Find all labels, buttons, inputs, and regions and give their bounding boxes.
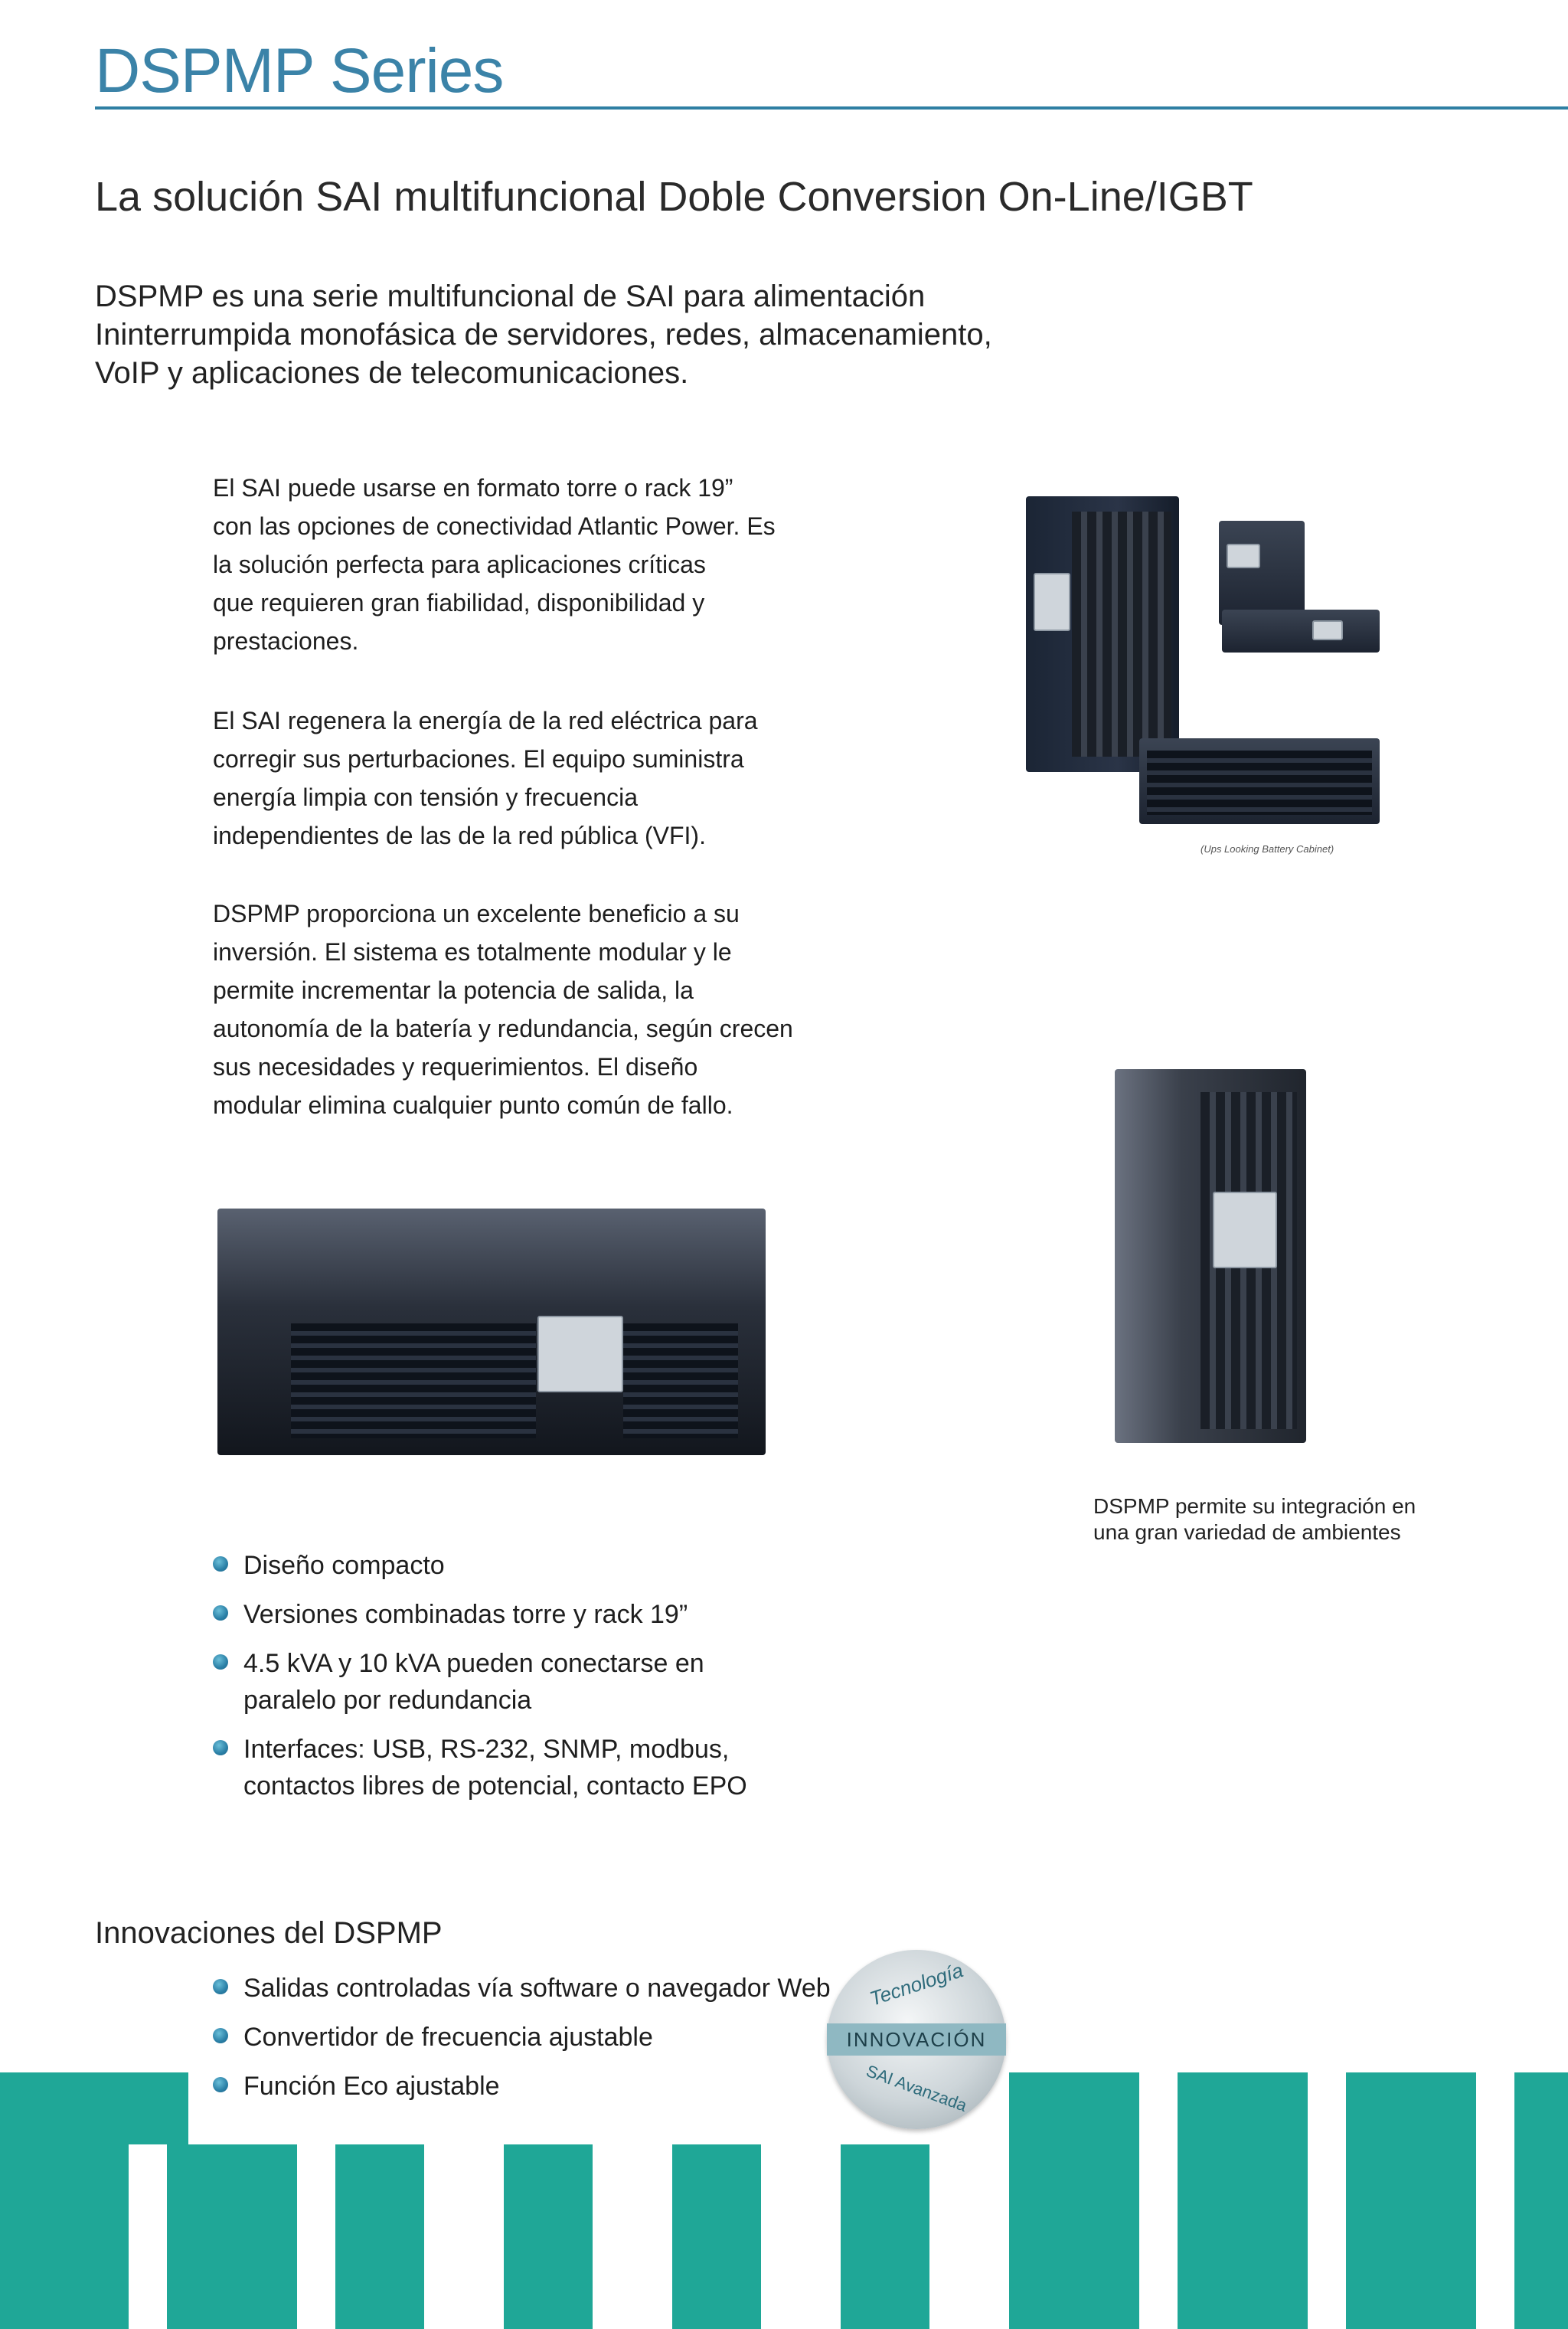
bullet-icon (213, 2077, 228, 2092)
paragraph-line: El SAI puede usarse en formato torre o rack 19” (213, 474, 733, 502)
list-item: Diseño compacto (213, 1547, 902, 1584)
bullet-icon (213, 1605, 228, 1621)
image-caption: (Ups Looking Battery Cabinet) (1200, 843, 1334, 855)
features-list (213, 1547, 902, 1817)
badge-top-text: Tecnología (867, 1958, 966, 2010)
product-image-ups-family (1015, 460, 1383, 858)
list-item: 4.5 kVA y 10 kVA pueden conectarse en paralelo por redundancia (213, 1645, 902, 1719)
product-image-tower-ups (1115, 1069, 1306, 1443)
page-title: DSPMP Series (95, 36, 504, 106)
badge-band-text: INNOVACIÓN (827, 2023, 1006, 2056)
paragraph-line: El SAI regenera la energía de la red eléctrica para (213, 707, 758, 734)
list-item: Interfaces: USB, RS-232, SNMP, modbus, contactos libres de potencial, contacto EPO (213, 1731, 902, 1804)
paragraph-line: con las opciones de conectividad Atlantic Power. Es (213, 512, 776, 540)
list-item: Convertidor de frecuencia ajustable (213, 2019, 902, 2056)
caption-line: DSPMP permite su integración en (1093, 1494, 1416, 1518)
paragraph-line: que requieren gran fiabilidad, disponibilidad y (213, 589, 705, 617)
paragraph-line: autonomía de la batería y redundancia, según crecen (213, 1015, 793, 1042)
innovation-badge (827, 1950, 1006, 2129)
list-item: Versiones combinadas torre y rack 19” (213, 1596, 902, 1633)
paragraph-line: energía limpia con tensión y frecuencia (213, 783, 638, 811)
paragraph-formats (213, 469, 841, 660)
list-item: Salidas controladas vía software o navegador Web (213, 1970, 902, 2007)
list-item: Función Eco ajustable (213, 2068, 902, 2105)
innovations-list (213, 1970, 902, 2117)
innovations-heading: Innovaciones del DSPMP (95, 1916, 443, 1950)
caption-line: una gran variedad de ambientes (1093, 1520, 1401, 1544)
bullet-icon (213, 1979, 228, 1994)
intro-line: DSPMP es una serie multifuncional de SAI para alimentación (95, 280, 926, 313)
paragraph-line: permite incrementar la potencia de salida, la (213, 976, 694, 1004)
paragraph-line: prestaciones. (213, 627, 359, 655)
bullet-icon (213, 1740, 228, 1755)
paragraph-modularity (213, 895, 841, 1124)
badge-bottom-text: SAI Avanzada (864, 2061, 970, 2115)
paragraph-line: inversión. El sistema es totalmente modular y le (213, 938, 732, 966)
tower-caption (1093, 1493, 1416, 1546)
paragraph-line: sus necesidades y requerimientos. El diseño (213, 1053, 698, 1081)
paragraph-line: DSPMP proporciona un excelente beneficio a su (213, 900, 740, 927)
intro-paragraph (95, 277, 1014, 392)
product-image-rack-ups (217, 1209, 766, 1455)
paragraph-line: modular elimina cualquier punto común de fallo. (213, 1091, 733, 1119)
paragraph-line: la solución perfecta para aplicaciones críticas (213, 551, 706, 578)
intro-line: VoIP y aplicaciones de telecomunicaciones. (95, 356, 689, 390)
paragraph-line: independientes de las de la red pública (VFI). (213, 822, 706, 849)
title-underline (95, 106, 1568, 110)
page-subtitle: La solución SAI multifuncional Doble Conversion On-Line/IGBT (95, 174, 1253, 220)
bullet-icon (213, 1654, 228, 1670)
paragraph-regeneration (213, 702, 841, 855)
paragraph-line: corregir sus perturbaciones. El equipo suministra (213, 745, 744, 773)
intro-line: Ininterrumpida monofásica de servidores, redes, almacenamiento, (95, 318, 992, 352)
bullet-icon (213, 2028, 228, 2043)
bullet-icon (213, 1556, 228, 1572)
